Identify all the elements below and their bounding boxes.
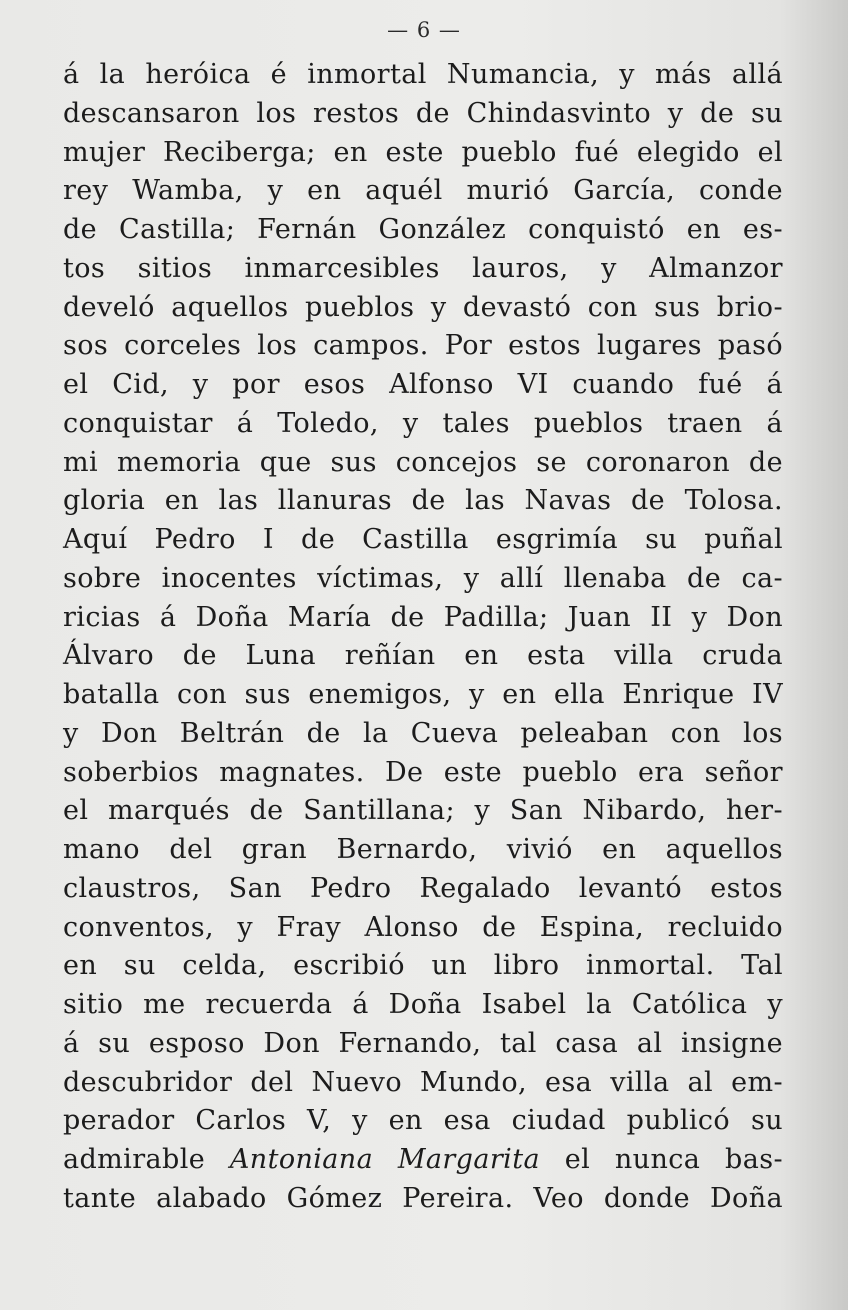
text-line-24: en su celda, escribió un libro inmortal. Tal xyxy=(63,950,783,982)
text-line-20: el marqués de Santillana; y San Nibardo, her- xyxy=(63,795,783,827)
text-line-26: á su esposo Don Fernando, tal casa al insigne xyxy=(63,1027,783,1059)
text-line-19: soberbios magnates. De este pueblo era señor xyxy=(63,756,783,788)
body-text xyxy=(63,56,783,1219)
text-line-7: develó aquellos pueblos y devastó con sus brio- xyxy=(63,291,783,323)
text-line-27: descubridor del Nuevo Mundo, esa villa al em- xyxy=(63,1066,783,1098)
text-line-29-after: el nunca bas- xyxy=(539,1144,783,1175)
text-line-22: claustros, San Pedro Regalado levantó estos xyxy=(63,872,783,904)
text-line-25: sitio me recuerda á Doña Isabel la Católica y xyxy=(63,989,783,1020)
text-line-21: mano del gran Bernardo, vivió en aquellos xyxy=(63,834,783,865)
text-line-10: conquistar á Toledo, y tales pueblos traen á xyxy=(63,407,783,439)
text-line-2: descansaron los restos de Chindasvinto y de su xyxy=(63,97,783,129)
text-line-18: y Don Beltrán de la Cueva peleaban con los xyxy=(63,717,783,749)
text-line-13: Aquí Pedro I de Castilla esgrimía su puñal xyxy=(63,524,783,555)
text-line-12: gloria en las llanuras de las Navas de Tolosa. xyxy=(63,485,783,517)
text-line-17: batalla con sus enemigos, y en ella Enrique IV xyxy=(63,679,783,710)
text-line-29-before: admirable xyxy=(63,1144,230,1175)
text-line-5: de Castilla; Fernán González conquistó en es- xyxy=(63,214,783,245)
text-line-30: tante alabado Gómez Pereira. Veo donde Doña xyxy=(63,1182,783,1214)
text-line-15: ricias á Doña María de Padilla; Juan II y Don xyxy=(63,601,783,633)
text-line-23: conventos, y Fray Alonso de Espina, recluido xyxy=(63,911,783,943)
text-line-28: perador Carlos V, y en esa ciudad publicó su xyxy=(63,1105,783,1137)
text-line-29 xyxy=(63,1141,783,1180)
text-line-1: á la heróica é inmortal Numancia, y más allá xyxy=(63,59,783,90)
text-line-6: tos sitios inmarcesibles lauros, y Almanzor xyxy=(63,252,783,284)
page-number: — 6 — xyxy=(387,18,461,42)
text-line-16: Álvaro de Luna reñían en esta villa cruda xyxy=(63,640,783,672)
text-line-9: el Cid, y por esos Alfonso VI cuando fué á xyxy=(63,369,783,400)
text-line-3: mujer Reciberga; en este pueblo fué elegido el xyxy=(63,136,783,168)
text-line-4: rey Wamba, y en aquél murió García, conde xyxy=(63,175,783,207)
text-line-11: mi memoria que sus concejos se coronaron de xyxy=(63,446,783,478)
book-title-italic: Antoniana Margarita xyxy=(229,1144,540,1175)
text-line-14: sobre inocentes víctimas, y allí llenaba de ca- xyxy=(63,562,783,594)
text-line-8: sos corceles los campos. Por estos lugares pasó xyxy=(63,330,783,362)
